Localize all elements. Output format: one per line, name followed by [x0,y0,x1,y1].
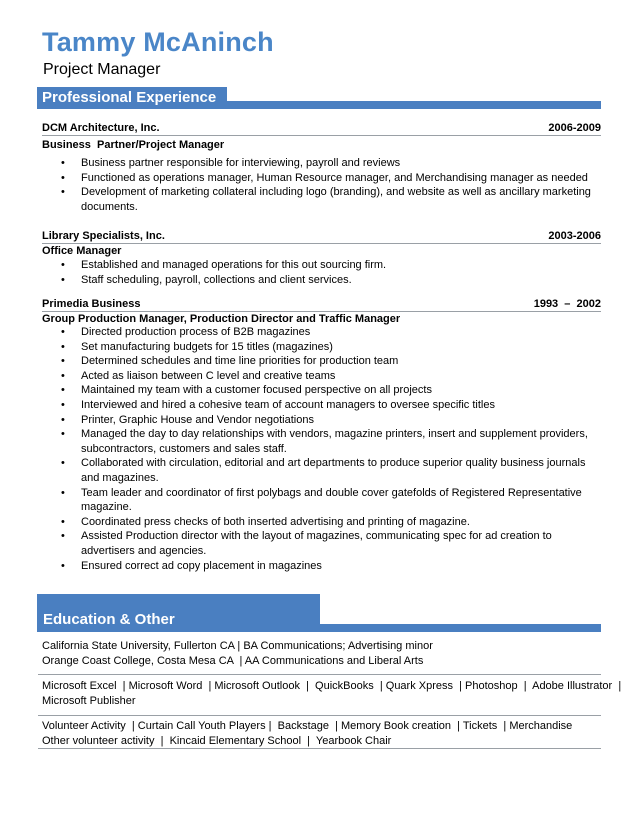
software-line: Microsoft Publisher [42,694,136,707]
list-item: • Determined schedules and time line priorities for production team [42,354,601,369]
volunteer-line: Volunteer Activity | Curtain Call Youth Players | Backstage | Memory Book creation | Tickets | Merchandise [42,720,573,732]
list-item: • Ensured correct ad copy placement in magazines [42,559,601,574]
school-line: California State University, Fullerton CA | BA Communications; Advertising minor [42,640,433,652]
list-item: • Printer, Graphic House and Vendor negotiations [42,413,601,428]
school-line: Orange Coast College, Costa Mesa CA | AA Communications and Liberal Arts [42,654,424,667]
volunteer-line: Other volunteer activity | Kincaid Elementary School | Yearbook Chair [42,734,392,747]
software-block [42,679,622,708]
list-item: • Business partner responsible for interviewing, payroll and reviews [42,156,601,171]
list-item: • Set manufacturing budgets for 15 titles (magazines) [42,340,601,355]
education-heading: Education & Other [37,594,320,632]
list-item: • Maintained my team with a customer focused perspective on all projects [42,383,601,398]
divider [38,715,601,716]
job-company: DCM Architecture, Inc. [42,122,160,134]
list-item: • Collaborated with circulation, editorial and art departments to produce superior quality business journals and magazines. [42,456,601,485]
job-dates: 1993 – 2002 [533,298,601,310]
job-dates: 2006-2009 [548,122,601,134]
software-line: Microsoft Excel | Microsoft Word | Microsoft Outlook | QuickBooks | Quark Xpress | Photoshop | Adobe Illustrator | [42,680,622,692]
divider [38,748,601,749]
experience-heading-rule [227,101,601,109]
job-entry [42,230,601,287]
candidate-name: Tammy McAninch [42,27,274,57]
job-header [42,122,601,136]
job-entry [42,122,601,214]
job-bullets [42,325,601,573]
list-item: • Acted as liaison between C level and creative teams [42,369,601,384]
education-heading-rule [320,624,601,632]
list-item: • Staff scheduling, payroll, collections and client services. [42,273,601,288]
experience-heading: Professional Experience [37,87,227,109]
volunteer-block [42,719,601,748]
list-item: • Established and managed operations for this out sourcing firm. [42,258,601,273]
list-item: • Directed production process of B2B magazines [42,325,601,340]
list-item: • Team leader and coordinator of first polybags and double cover gatefolds of Registered Representative magazine. [42,486,601,515]
job-role: Office Manager [42,245,122,257]
job-header [42,230,601,244]
list-item: • Development of marketing collateral including logo (branding), and website as well as ancillary marketing documents. [42,185,601,214]
job-bullets [42,258,601,287]
job-role: Business Partner/Project Manager [42,139,225,151]
schools-block [42,639,601,668]
job-role: Group Production Manager, Production Director and Traffic Manager [42,313,401,325]
job-entry [42,298,601,573]
job-bullets [42,156,601,214]
list-item: • Managed the day to day relationships with vendors, magazine printers, insert and supplement providers, subcontractors, customers and sales staff. [42,427,601,456]
list-item: • Assisted Production director with the layout of magazines, communicating spec for ad creation to advertisers and agencies. [42,529,601,558]
job-dates: 2003-2006 [548,230,601,242]
list-item: • Functioned as operations manager, Human Resource manager, and Merchandising manager as needed [42,171,601,186]
job-company: Library Specialists, Inc. [42,230,165,242]
job-company: Primedia Business [42,298,141,310]
divider [38,674,601,675]
list-item: • Interviewed and hired a cohesive team of account managers to oversee specific titles [42,398,601,413]
list-item: • Coordinated press checks of both inserted advertising and printing of magazine. [42,515,601,530]
candidate-title: Project Manager [43,61,161,78]
job-header [42,298,601,312]
